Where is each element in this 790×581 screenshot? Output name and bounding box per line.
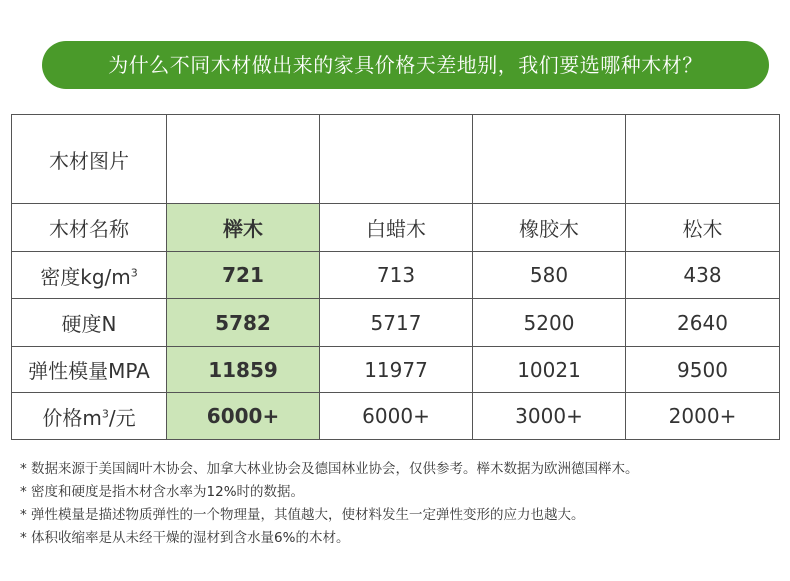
wood-image-pine — [626, 115, 780, 204]
table-row-name — [12, 204, 780, 252]
wood-name-cell: 橡胶木 — [473, 204, 626, 252]
row-label-modulus: 弹性模量MPA — [12, 347, 167, 393]
row-label-price: 价格$m^3/$元 — [12, 393, 167, 440]
wood-image-beech — [167, 115, 320, 204]
modulus-cell: 9500 — [626, 347, 780, 393]
price-cell: 2000+ — [626, 393, 780, 440]
footnote: * 弹性模量是描述物质弹性的一个物理量，其值越大，使材料发生一定弹性变形的应力也越大。 — [20, 507, 585, 523]
table-row-density — [12, 252, 780, 299]
footnote: * 密度和硬度是指木材含水率为12%时的数据。 — [20, 484, 305, 500]
density-cell: 721 — [167, 252, 320, 299]
density-cell: 580 — [473, 252, 626, 299]
price-cell: 6000+ — [320, 393, 473, 440]
hardness-cell: 5782 — [167, 299, 320, 347]
footnote: * 数据来源于美国阔叶木协会、加拿大林业协会及德国林业协会，仅供参考。榉木数据为欧洲德国榉木。 — [20, 461, 639, 477]
row-label-density: 密度$kg/m^3$ — [12, 252, 167, 299]
row-label-hardness: 硬度N — [12, 299, 167, 347]
wood-name-cell: 榉木 — [167, 204, 320, 252]
wood-image-ash — [320, 115, 473, 204]
table-row-image — [12, 115, 780, 204]
footnotes — [20, 458, 639, 550]
wood-name-cell: 松木 — [626, 204, 780, 252]
table-row-modulus — [12, 347, 780, 393]
footnote: * 体积收缩率是从未经干燥的湿材到含水量6%的木材。 — [20, 530, 350, 546]
wood-name-cell: 白蜡木 — [320, 204, 473, 252]
wood-image-rubberwood — [473, 115, 626, 204]
modulus-cell: 10021 — [473, 347, 626, 393]
modulus-cell: 11977 — [320, 347, 473, 393]
wood-comparison-table — [11, 114, 780, 440]
table-row-hardness — [12, 299, 780, 347]
title-banner — [42, 41, 769, 89]
modulus-cell: 11859 — [167, 347, 320, 393]
density-cell: 438 — [626, 252, 780, 299]
row-label-image: 木材图片 — [12, 115, 167, 204]
table-row-price — [12, 393, 780, 440]
density-cell: 713 — [320, 252, 473, 299]
page-title: 为什么不同木材做出来的家具价格天差地别，我们要选哪种木材？ — [108, 53, 703, 77]
hardness-cell: 5717 — [320, 299, 473, 347]
price-cell: 3000+ — [473, 393, 626, 440]
hardness-cell: 5200 — [473, 299, 626, 347]
hardness-cell: 2640 — [626, 299, 780, 347]
price-cell: 6000+ — [167, 393, 320, 440]
row-label-name: 木材名称 — [12, 204, 167, 252]
